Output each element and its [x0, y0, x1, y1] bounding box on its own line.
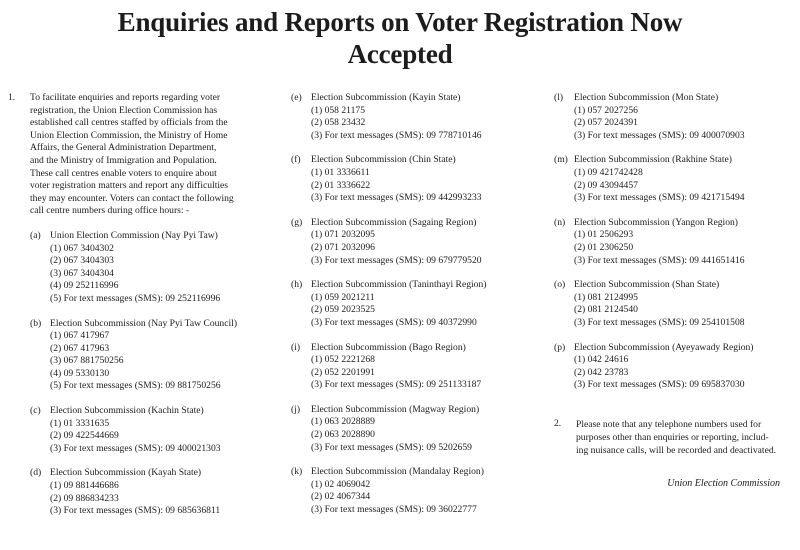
- subcommission-section: [554, 154, 794, 204]
- section-body: [311, 92, 531, 142]
- paragraph-number: 1.: [8, 92, 16, 103]
- section-heading: Union Election Commission (Nay Pyi Taw): [50, 229, 218, 241]
- phone-number-line: (2) 067 3404303: [50, 255, 114, 267]
- subcommission-section: [291, 466, 531, 516]
- phone-number-line: (2) 052 2201991: [311, 366, 375, 378]
- section-body: [311, 217, 531, 267]
- section-body: [50, 467, 270, 517]
- phone-number-line: (2) 02 4067344: [311, 491, 371, 503]
- section-body: [50, 318, 270, 394]
- phone-number-line: (1) 02 4069042: [311, 478, 371, 490]
- note-text: [576, 418, 794, 457]
- phone-number-line: (4) 09 252116996: [50, 280, 119, 292]
- phone-number-line: (3) For text messages (SMS): 09 400021303: [50, 442, 221, 454]
- phone-number-line: (5) For text messages (SMS): 09 881750256: [50, 380, 221, 392]
- column-3-sections: [554, 92, 794, 392]
- phone-number-line: (2) 01 2306250: [574, 241, 634, 253]
- intro-line: established call centres staffed by officials from the: [30, 117, 228, 129]
- phone-number-line: (1) 059 2021211: [311, 291, 375, 303]
- phone-number-line: (3) For text messages (SMS): 09 36022777: [311, 504, 477, 516]
- phone-number-line: (2) 09 886834233: [50, 492, 119, 504]
- subcommission-section: [30, 405, 270, 455]
- section-letter: (k): [291, 466, 303, 478]
- phone-number-line: (3) 067 881750256: [50, 355, 124, 367]
- section-heading: Election Subcommission (Taninthayi Region): [311, 279, 487, 291]
- intro-line: registration, the Union Election Commission has: [30, 104, 218, 116]
- section-heading: Election Subcommission (Mon State): [574, 92, 719, 103]
- note-line: Please note that any telephone numbers used for: [576, 418, 762, 430]
- column-1-sections: [8, 230, 270, 518]
- section-body: [574, 279, 794, 329]
- section-heading: Election Subcommission (Kayah State): [50, 467, 202, 479]
- phone-number-line: (1) 052 2221268: [311, 354, 375, 366]
- section-letter: (h): [291, 279, 303, 291]
- note-number: 2.: [554, 417, 562, 429]
- section-letter: (j): [291, 403, 301, 415]
- section-heading: Election Subcommission (Rakhine State): [574, 154, 733, 166]
- phone-number-line: (1) 042 24616: [574, 354, 629, 366]
- subcommission-section: [30, 467, 270, 517]
- section-body: [574, 154, 794, 204]
- phone-number-line: (1) 071 2032095: [311, 229, 375, 241]
- section-body: [311, 154, 531, 204]
- phone-number-line: (2) 063 2028890: [311, 429, 375, 441]
- section-letter: (n): [554, 216, 566, 228]
- section-heading: Election Subcommission (Magway Region): [311, 403, 480, 415]
- phone-number-line: (3) 067 3404304: [50, 267, 114, 279]
- phone-number-line: (1) 067 417967: [50, 330, 110, 342]
- section-body: [311, 342, 531, 392]
- section-heading: Election Subcommission (Kachin State): [50, 405, 204, 417]
- phone-number-line: (4) 09 5330130: [50, 367, 110, 379]
- phone-number-line: (3) For text messages (SMS): 09 251133187: [311, 379, 482, 391]
- phone-number-line: (3) For text messages (SMS): 09 778710146: [311, 129, 482, 141]
- intro-line: Union Election Commission, the Ministry of Home: [30, 129, 228, 141]
- phone-number-line: (2) 067 417963: [50, 342, 110, 354]
- column-1: [8, 92, 270, 518]
- subcommission-section: [30, 318, 270, 394]
- phone-number-line: (3) For text messages (SMS): 09 400070903: [574, 129, 745, 141]
- column-2: [291, 92, 531, 517]
- section-letter: (a): [30, 229, 41, 241]
- phone-number-line: (1) 058 21175: [311, 104, 366, 116]
- subcommission-section: [291, 404, 531, 454]
- section-heading: Election Subcommission (Ayeyawady Region): [574, 341, 754, 353]
- section-heading: Election Subcommission (Shan State): [574, 279, 720, 291]
- section-letter: (e): [291, 92, 302, 103]
- section-heading: Election Subcommission (Kayin State): [311, 92, 461, 103]
- section-letter: (m): [554, 154, 568, 166]
- intro-paragraph: [8, 92, 270, 218]
- note-paragraph: [554, 418, 794, 457]
- subcommission-section: [291, 217, 531, 267]
- note-line: purposes other than enquiries or reporting, includ-: [576, 431, 769, 443]
- phone-number-line: (3) For text messages (SMS): 09 685636811: [50, 505, 221, 517]
- phone-number-line: (3) For text messages (SMS): 09 695837030: [574, 379, 745, 391]
- phone-number-line: (5) For text messages (SMS): 09 252116996: [50, 292, 221, 304]
- intro-line: Affairs, the General Administration Department,: [30, 142, 217, 154]
- section-letter: (g): [291, 216, 303, 228]
- subcommission-section: [554, 342, 794, 392]
- phone-number-line: (1) 09 421742428: [574, 166, 643, 178]
- section-heading: Election Subcommission (Chin State): [311, 154, 456, 166]
- subcommission-section: [291, 279, 531, 329]
- phone-number-line: (2) 042 23783: [574, 366, 629, 378]
- phone-number-line: (2) 081 2124540: [574, 304, 638, 316]
- section-body: [574, 217, 794, 267]
- section-body: [50, 405, 270, 455]
- phone-number-line: (3) For text messages (SMS): 09 40372990: [311, 316, 477, 328]
- phone-number-line: (1) 01 3336611: [311, 166, 370, 178]
- intro-line: they may encounter. Voters can contact the following: [30, 192, 234, 204]
- section-letter: (b): [30, 317, 42, 329]
- section-heading: Election Subcommission (Bago Region): [311, 341, 466, 353]
- section-body: [50, 230, 270, 306]
- section-heading: Election Subcommission (Nay Pyi Taw Council): [50, 317, 238, 329]
- section-letter: (l): [554, 92, 564, 103]
- section-letter: (c): [30, 405, 41, 417]
- intro-text: [30, 92, 270, 218]
- subcommission-section: [291, 92, 531, 142]
- intro-line: To facilitate enquiries and reports regarding voter: [30, 92, 221, 103]
- phone-number-line: (1) 063 2028889: [311, 416, 375, 428]
- phone-number-line: (1) 09 881446686: [50, 480, 119, 492]
- section-body: [311, 404, 531, 454]
- subcommission-section: [554, 92, 794, 142]
- phone-number-line: (3) For text messages (SMS): 09 421715494: [574, 192, 745, 204]
- intro-line: call centre numbers during office hours: -: [30, 205, 190, 217]
- section-letter: (i): [291, 341, 301, 353]
- subcommission-section: [554, 217, 794, 267]
- phone-number-line: (3) For text messages (SMS): 09 441651416: [574, 254, 745, 266]
- title-line-2: Accepted: [347, 39, 453, 69]
- phone-number-line: (3) For text messages (SMS): 09 442993233: [311, 192, 482, 204]
- section-letter: (f): [291, 154, 301, 166]
- section-letter: (o): [554, 279, 566, 291]
- signature: Union Election Commission: [667, 478, 780, 489]
- section-letter: (d): [30, 467, 42, 479]
- section-body: [311, 279, 531, 329]
- phone-number-line: (1) 01 3331635: [50, 417, 110, 429]
- phone-number-line: (3) For text messages (SMS): 09 254101508: [574, 316, 745, 328]
- intro-line: voter registration matters and report any difficulties: [30, 180, 229, 192]
- subcommission-section: [291, 342, 531, 392]
- phone-number-line: (1) 057 2027256: [574, 104, 638, 116]
- subcommission-section: [291, 154, 531, 204]
- phone-number-line: (2) 057 2024391: [574, 117, 638, 129]
- section-heading: Election Subcommission (Mandalay Region): [311, 466, 484, 478]
- phone-number-line: (1) 067 3404302: [50, 242, 114, 254]
- section-body: [574, 342, 794, 392]
- subcommission-section: [30, 230, 270, 306]
- note-line: ing nuisance calls, will be recorded and deactivated.: [576, 444, 777, 456]
- section-heading: Election Subcommission (Yangon Region): [574, 216, 738, 228]
- phone-number-line: (3) For text messages (SMS): 09 679779520: [311, 254, 482, 266]
- section-letter: (p): [554, 341, 566, 353]
- subcommission-section: [554, 279, 794, 329]
- intro-line: These call centres enable voters to enquire about: [30, 167, 217, 179]
- phone-number-line: (2) 01 3336622: [311, 179, 371, 191]
- intro-line: and the Ministry of Immigration and Population.: [30, 154, 217, 166]
- phone-number-line: (2) 09 422544669: [50, 430, 119, 442]
- section-body: [311, 466, 531, 516]
- phone-number-line: (2) 058 23432: [311, 117, 366, 129]
- title-line-1: Enquiries and Reports on Voter Registration Now: [117, 7, 683, 37]
- phone-number-line: (2) 059 2023525: [311, 304, 375, 316]
- phone-number-line: (1) 01 2506293: [574, 229, 634, 241]
- phone-number-line: (2) 09 43094457: [574, 179, 638, 191]
- phone-number-line: (1) 081 2124995: [574, 291, 638, 303]
- column-3: [554, 92, 794, 457]
- page-title: [20, 6, 780, 70]
- phone-number-line: (2) 071 2032096: [311, 241, 375, 253]
- phone-number-line: (3) For text messages (SMS): 09 5202659: [311, 441, 472, 453]
- section-heading: Election Subcommission (Sagaing Region): [311, 216, 477, 228]
- section-body: [574, 92, 794, 142]
